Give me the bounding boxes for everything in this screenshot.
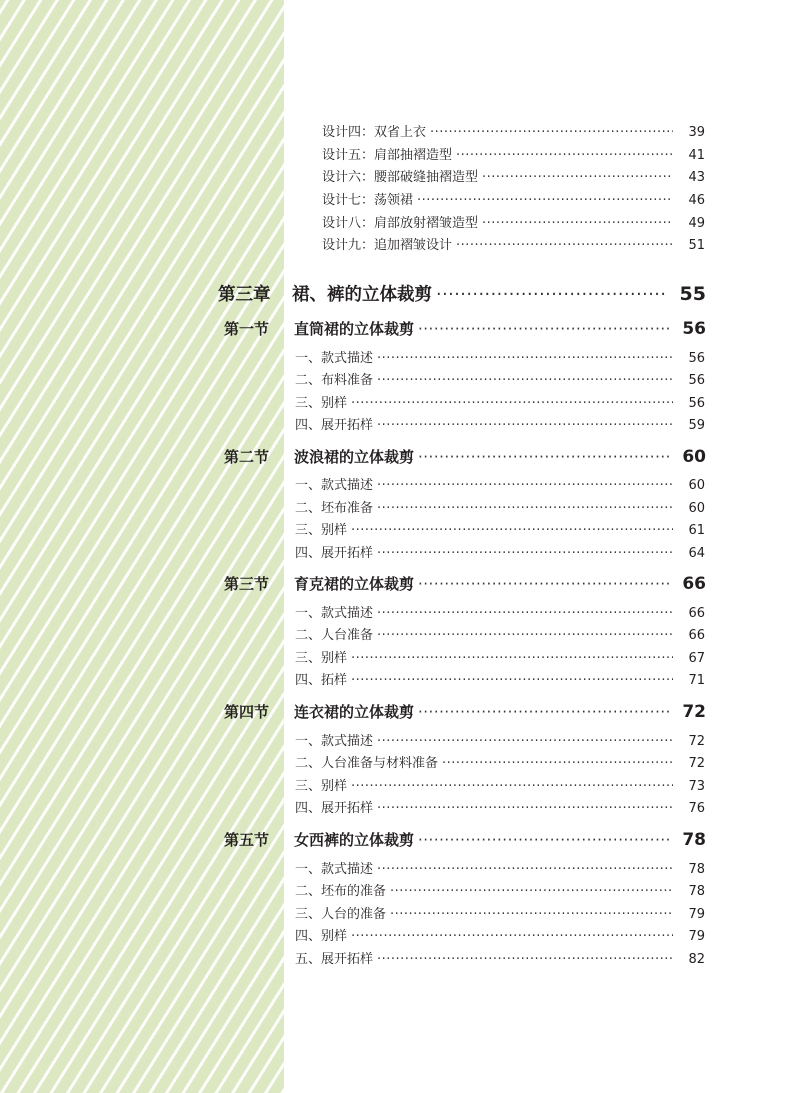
toc-item-label: 三、别样 [295, 651, 348, 666]
chapter-number: 第三章 [218, 285, 271, 305]
section-number: 第三节 [224, 575, 270, 593]
toc-item-page: 78 [688, 884, 705, 899]
toc-item-page: 60 [688, 501, 705, 516]
toc-item[interactable] [295, 925, 705, 945]
section-page: 72 [682, 702, 706, 722]
dot-leader [482, 216, 673, 231]
toc-item-label: 四、别样 [295, 929, 348, 944]
toc-item-page: 79 [688, 907, 705, 922]
toc-item[interactable] [295, 647, 705, 667]
toc-item-label: 设计五：肩部抽褶造型 [322, 148, 453, 163]
toc-item-label: 二、坯布的准备 [295, 884, 387, 899]
toc-item-label: 一、款式描述 [295, 606, 374, 621]
toc-item-page: 61 [688, 523, 705, 538]
toc-item-label: 四、拓样 [295, 673, 348, 688]
section-number: 第五节 [224, 831, 270, 849]
toc-item[interactable] [295, 497, 705, 517]
toc-item-page: 72 [688, 734, 705, 749]
toc-item-page: 56 [688, 396, 705, 411]
toc-item-label: 一、款式描述 [295, 862, 374, 877]
toc-item-label: 一、款式描述 [295, 351, 374, 366]
toc-section-entry[interactable] [294, 318, 706, 339]
toc-item[interactable] [295, 369, 705, 389]
chapter-page: 55 [679, 283, 706, 305]
toc-chapter-entry[interactable] [292, 281, 706, 306]
toc-item-page: 72 [688, 756, 705, 771]
toc-item-label: 设计四：双省上衣 [322, 125, 427, 140]
section-page: 78 [682, 830, 706, 850]
dot-leader [482, 170, 673, 185]
dot-leader [377, 628, 673, 643]
toc-item-page: 49 [688, 216, 705, 231]
dot-leader [377, 478, 673, 493]
dot-leader [456, 148, 673, 163]
toc-item[interactable] [295, 347, 705, 367]
dot-leader [418, 575, 670, 593]
section-page: 66 [682, 574, 706, 594]
dot-leader [418, 320, 670, 338]
toc-item-page: 41 [688, 148, 705, 163]
toc-item[interactable] [295, 775, 705, 795]
dot-leader [390, 884, 673, 899]
toc-item[interactable] [295, 948, 705, 968]
section-title: 育克裙的立体裁剪 [294, 575, 415, 593]
toc-item[interactable] [322, 212, 705, 232]
toc-item[interactable] [295, 669, 705, 689]
toc-item-page: 66 [688, 628, 705, 643]
toc-item-page: 56 [688, 373, 705, 388]
toc-item-label: 二、坯布准备 [295, 501, 374, 516]
toc-item-label: 五、展开拓样 [295, 952, 374, 967]
dot-leader [377, 418, 673, 433]
dot-leader [377, 606, 673, 621]
dot-leader [377, 373, 673, 388]
dot-leader [377, 734, 673, 749]
dot-leader [418, 448, 670, 466]
toc-item-label: 一、款式描述 [295, 478, 374, 493]
toc-item-page: 56 [688, 351, 705, 366]
toc-item-label: 二、人台准备与材料准备 [295, 756, 439, 771]
toc-item-label: 三、别样 [295, 523, 348, 538]
toc-item[interactable] [295, 730, 705, 750]
section-number: 第一节 [224, 320, 270, 338]
section-title: 女西裤的立体裁剪 [294, 831, 415, 849]
toc-item[interactable] [295, 474, 705, 494]
dot-leader [351, 929, 673, 944]
toc-item[interactable] [295, 903, 705, 923]
toc-item[interactable] [322, 234, 705, 254]
dot-leader [377, 501, 673, 516]
toc-item-label: 二、人台准备 [295, 628, 374, 643]
section-number: 第二节 [224, 448, 270, 466]
dot-leader [430, 125, 673, 140]
toc-item-page: 60 [688, 478, 705, 493]
toc-item[interactable] [295, 880, 705, 900]
toc-item[interactable] [295, 752, 705, 772]
toc-item-page: 66 [688, 606, 705, 621]
toc-item[interactable] [322, 144, 705, 164]
dot-leader [377, 952, 673, 967]
toc-item-label: 设计六：腰部破缝抽褶造型 [322, 170, 479, 185]
toc-section-entry[interactable] [294, 701, 706, 722]
dot-leader [377, 546, 673, 561]
dot-leader [418, 831, 670, 849]
dot-leader [351, 396, 673, 411]
dot-leader [417, 193, 673, 208]
toc-item[interactable] [295, 392, 705, 412]
dot-leader [377, 351, 673, 366]
toc-item-label: 三、别样 [295, 396, 348, 411]
dot-leader [377, 862, 673, 877]
toc-item-label: 设计八：肩部放射褶皱造型 [322, 216, 479, 231]
toc-item-label: 一、款式描述 [295, 734, 374, 749]
toc-item-page: 43 [688, 170, 705, 185]
toc-item[interactable] [295, 797, 705, 817]
toc-item[interactable] [295, 624, 705, 644]
toc-item-label: 二、布料准备 [295, 373, 374, 388]
toc-item-label: 四、展开拓样 [295, 418, 374, 433]
section-title: 连衣裙的立体裁剪 [294, 703, 415, 721]
toc-item[interactable] [322, 189, 705, 209]
dot-leader [351, 523, 673, 538]
dot-leader [351, 651, 673, 666]
dot-leader [442, 756, 673, 771]
chapter-title: 裙、裤的立体裁剪 [292, 285, 432, 305]
dot-leader [351, 673, 673, 688]
toc-item-label: 四、展开拓样 [295, 546, 374, 561]
toc-item-page: 51 [688, 238, 705, 253]
toc-item-page: 82 [688, 952, 705, 967]
toc-item[interactable] [295, 414, 705, 434]
toc-item-label: 四、展开拓样 [295, 801, 374, 816]
toc-item-page: 39 [688, 125, 705, 140]
toc-item-label: 三、人台的准备 [295, 907, 387, 922]
toc-item-page: 67 [688, 651, 705, 666]
toc-item[interactable] [295, 542, 705, 562]
toc-item-page: 78 [688, 862, 705, 877]
dot-leader [351, 779, 673, 794]
dot-leader [418, 703, 670, 721]
toc-item-page: 59 [688, 418, 705, 433]
toc-item-page: 71 [688, 673, 705, 688]
dot-leader [390, 907, 673, 922]
toc-item-page: 64 [688, 546, 705, 561]
toc-item[interactable] [295, 519, 705, 539]
toc-item-label: 三、别样 [295, 779, 348, 794]
section-title: 直筒裙的立体裁剪 [294, 320, 415, 338]
toc-item-page: 73 [688, 779, 705, 794]
toc-item-page: 76 [688, 801, 705, 816]
section-page: 60 [682, 447, 706, 467]
toc-item[interactable] [295, 602, 705, 622]
toc-item[interactable] [295, 858, 705, 878]
toc-section-entry[interactable] [294, 573, 706, 594]
dot-leader [456, 238, 673, 253]
toc-item-page: 79 [688, 929, 705, 944]
toc-item-label: 设计七：荡领裙 [322, 193, 414, 208]
toc-section-entry[interactable] [294, 829, 706, 850]
section-number: 第四节 [224, 703, 270, 721]
section-page: 56 [682, 319, 706, 339]
toc-section-entry[interactable] [294, 446, 706, 467]
toc-item[interactable] [322, 166, 705, 186]
toc-item-label: 设计九：追加褶皱设计 [322, 238, 453, 253]
dot-leader [436, 285, 666, 305]
section-title: 波浪裙的立体裁剪 [294, 448, 415, 466]
dot-leader [377, 801, 673, 816]
toc-item-page: 46 [688, 193, 705, 208]
toc-item[interactable] [322, 121, 705, 141]
